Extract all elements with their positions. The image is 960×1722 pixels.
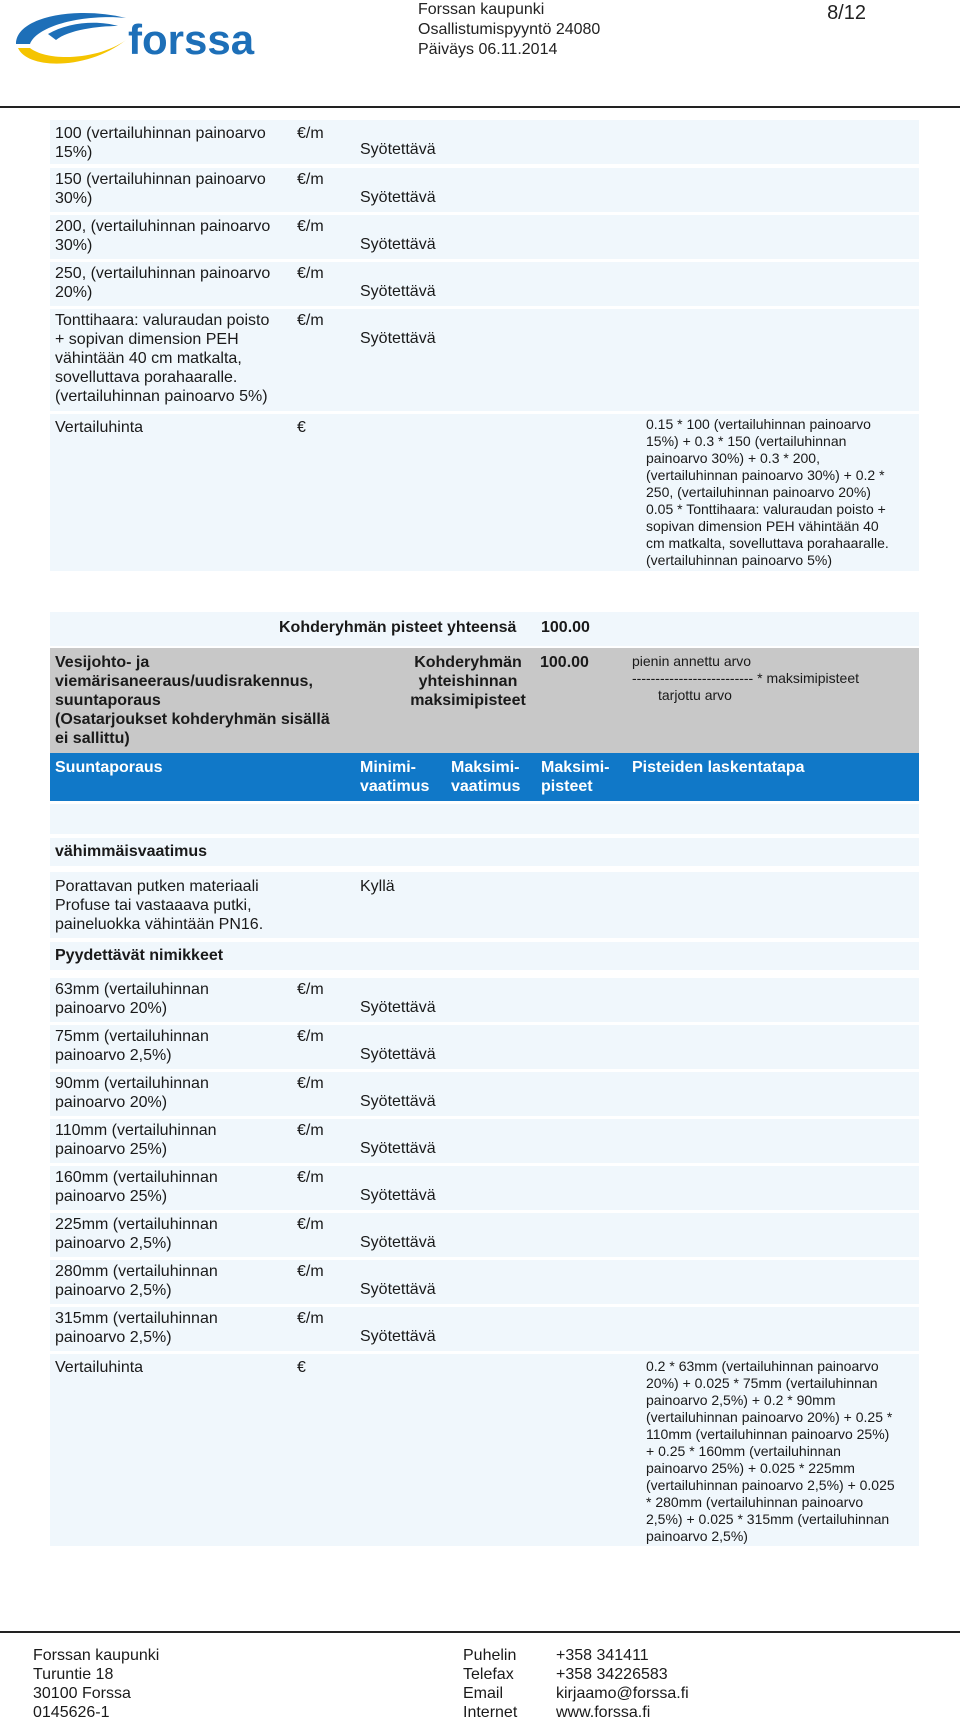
price-row — [50, 1213, 919, 1257]
footer-org: Forssan kaupunki — [33, 1647, 160, 1664]
group-title: Vesijohto- ja viemärisaneeraus/uudisrakennus, suuntaporaus (Osatarjoukset kohderyhmän sisällä ei sallittu) — [55, 654, 330, 747]
footer-label-phone: Puhelin — [463, 1647, 517, 1664]
price-row — [50, 1025, 919, 1069]
price-row-label: 200, (vertailuhinnan painoarvo 30%) — [55, 218, 271, 254]
items-heading: Pyydettävät nimikkeet — [55, 947, 224, 964]
col-min-requirement: Minimi- vaatimus — [360, 759, 430, 795]
footer-postal: 30100 Forssa — [33, 1685, 131, 1702]
price-input[interactable]: Syötettävä — [360, 999, 436, 1016]
price-input[interactable]: Syötettävä — [360, 236, 436, 253]
group-max-value: 100.00 — [540, 654, 589, 671]
price-input[interactable]: Syötettävä — [360, 1046, 436, 1063]
price-row-label: 90mm (vertailuhinnan painoarvo 20%) — [55, 1075, 209, 1111]
price-row — [50, 309, 919, 411]
footer-rule — [0, 1631, 960, 1633]
footer-business-id: 0145626-1 — [33, 1704, 110, 1721]
footer-fax: +358 34226583 — [556, 1666, 668, 1683]
price-row — [50, 120, 919, 164]
logo-wordmark: forssa — [128, 16, 255, 63]
price-input[interactable]: Syötettävä — [360, 1140, 436, 1157]
price-input[interactable]: Syötettävä — [360, 1328, 436, 1345]
price-row-unit: €/m — [297, 1310, 324, 1327]
header-info — [418, 0, 600, 60]
comparison-label: Vertailuhinta — [55, 1359, 144, 1376]
col-max-requirement: Maksimi- vaatimus — [451, 759, 521, 795]
price-row-unit: €/m — [297, 1122, 324, 1139]
header-org: Forssan kaupunki — [418, 1, 545, 18]
group-header — [50, 648, 919, 753]
price-row-unit: €/m — [297, 981, 324, 998]
price-input[interactable]: Syötettävä — [360, 141, 436, 158]
forssa-logo — [8, 4, 288, 70]
price-input[interactable]: Syötettävä — [360, 189, 436, 206]
price-row-label: 160mm (vertailuhinnan painoarvo 25%) — [55, 1169, 218, 1205]
price-row — [50, 215, 919, 259]
price-input[interactable]: Syötettävä — [360, 1187, 436, 1204]
total-value: 100.00 — [541, 619, 590, 636]
price-row-unit: €/m — [297, 1216, 324, 1233]
comparison-formula: 0.2 * 63mm (vertailuhinnan painoarvo 20%) + 0.025 * 75mm (vertailuhinnan painoarvo 2,5%) + 0.2 * 90mm (vertailuhinnan painoarvo 20%) + 0.25 * 110mm (vertailuhinnan painoarvo 25%) + 0.25 * 160mm (vertailuhinnan painoarvo 25%) + 0.025 * 225mm (vertailuhinnan painoarvo 2,5%) + 0.025 * 280mm (vertailuhinnan painoarvo 2,5%) + 0.025 * 315mm (vertailuhinnan painoarvo 2,5%) — [646, 1358, 895, 1544]
footer-label-internet: Internet — [463, 1704, 518, 1721]
requirement-label: Porattavan putken materiaali Profuse tai vastaaava putki, paineluokka vähintään PN16. — [55, 878, 264, 933]
items-heading-row — [50, 942, 919, 970]
header-date: Päiväys 06.11.2014 — [418, 41, 558, 58]
footer-street: Turuntie 18 — [33, 1666, 114, 1683]
price-input[interactable]: Syötettävä — [360, 1234, 436, 1251]
comparison-row — [50, 1354, 919, 1546]
footer-label-email: Email — [463, 1685, 504, 1702]
price-row-label: 280mm (vertailuhinnan painoarvo 2,5%) — [55, 1263, 218, 1299]
price-row — [50, 1307, 919, 1351]
footer-contact-labels — [463, 1646, 517, 1722]
price-row-label: Tonttihaara: valuraudan poisto + sopivan dimension PEH vähintään 40 cm matkalta, sovelluttava porahaaralle. (vertailuhinnan painoarvo 5%) — [55, 312, 270, 405]
price-row-label: 315mm (vertailuhinnan painoarvo 2,5%) — [55, 1310, 218, 1346]
footer-address — [33, 1646, 159, 1722]
price-row-unit: €/m — [297, 218, 324, 235]
comparison-unit: € — [297, 419, 306, 436]
header-doc-ref: Osallistumispyyntö 24080 — [418, 21, 601, 38]
price-input[interactable]: Syötettävä — [360, 1093, 436, 1110]
price-row — [50, 1260, 919, 1304]
formula-divider: -------------------------- * maksimipisteet — [632, 670, 860, 686]
price-row-label: 100 (vertailuhinnan painoarvo 15%) — [55, 125, 266, 161]
price-row-label: 110mm (vertailuhinnan painoarvo 25%) — [55, 1122, 217, 1158]
price-row — [50, 262, 919, 306]
comparison-formula: 0.15 * 100 (vertailuhinnan painoarvo 15%) + 0.3 * 150 (vertailuhinnan painoarvo 30%) + 0.3 * 200, (vertailuhinnan painoarvo 30%) + 0.2 * 250, (vertailuhinnan painoarvo 20%) 0.05 * Tonttihaara: valuraudan poisto + sopivan dimension PEH vähintään 40 cm matkalta, sovelluttava porahaaralle. (vertailuhinnan painoarvo 5%) — [646, 416, 889, 568]
price-row — [50, 1166, 919, 1210]
price-row-unit: €/m — [297, 1169, 324, 1186]
price-row-unit: €/m — [297, 312, 324, 329]
price-row-unit: €/m — [297, 1075, 324, 1092]
requirement-row — [50, 872, 919, 938]
total-row — [50, 612, 919, 646]
comparison-unit: € — [297, 1359, 306, 1376]
col-scoring-method: Pisteiden laskentatapa — [632, 759, 805, 776]
header-rule — [0, 106, 960, 108]
group-max-label: Kohderyhmän yhteishinnan maksimipisteet — [410, 654, 526, 709]
price-row-label: 250, (vertailuhinnan painoarvo 20%) — [55, 265, 271, 301]
price-row-label: 150 (vertailuhinnan painoarvo 30%) — [55, 171, 266, 207]
price-row-label: 75mm (vertailuhinnan painoarvo 2,5%) — [55, 1028, 209, 1064]
spacer-row — [50, 804, 919, 834]
footer-label-fax: Telefax — [463, 1666, 514, 1683]
price-row-label: 63mm (vertailuhinnan painoarvo 20%) — [55, 981, 209, 1017]
comparison-row — [50, 414, 919, 571]
price-row — [50, 1119, 919, 1163]
price-row-unit: €/m — [297, 171, 324, 188]
price-row-label: 225mm (vertailuhinnan painoarvo 2,5%) — [55, 1216, 218, 1252]
total-label: Kohderyhmän pisteet yhteensä — [279, 619, 517, 636]
column-header — [50, 753, 919, 801]
price-input[interactable]: Syötettävä — [360, 283, 436, 300]
price-row — [50, 168, 919, 212]
formula-numerator: pienin annettu arvo — [632, 653, 752, 669]
price-row-unit: €/m — [297, 125, 324, 142]
col-max-points: Maksimi- pisteet — [541, 759, 610, 795]
subheader-title: Suuntaporaus — [55, 759, 163, 776]
page-number: 8/12 — [827, 2, 866, 24]
footer-email-link[interactable]: kirjaamo@forssa.fi — [556, 1685, 689, 1702]
footer-contact-values — [556, 1646, 689, 1722]
formula-denominator: tarjottu arvo — [658, 687, 732, 703]
footer-phone: +358 341411 — [556, 1647, 649, 1664]
price-row-unit: €/m — [297, 1263, 324, 1280]
price-row — [50, 978, 919, 1022]
footer-website-link[interactable]: www.forssa.fi — [556, 1704, 651, 1721]
price-input[interactable]: Syötettävä — [360, 1281, 436, 1298]
price-row-unit: €/m — [297, 1028, 324, 1045]
price-row — [50, 1072, 919, 1116]
price-input[interactable]: Syötettävä — [360, 330, 436, 347]
requirements-heading-row — [50, 838, 919, 866]
comparison-label: Vertailuhinta — [55, 419, 144, 436]
requirements-heading: vähimmäisvaatimus — [55, 843, 208, 860]
requirement-value: Kyllä — [360, 878, 395, 895]
price-row-unit: €/m — [297, 265, 324, 282]
